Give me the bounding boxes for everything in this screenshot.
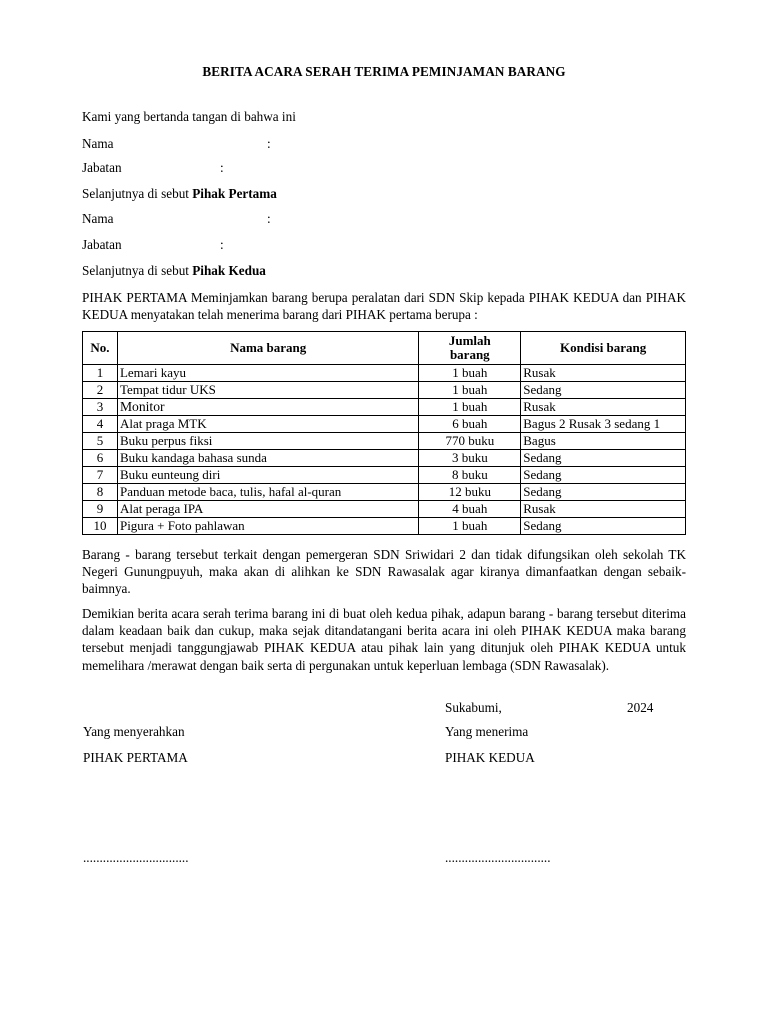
party2-jabatan-colon: : <box>220 237 224 252</box>
left-signer-party: PIHAK PERTAMA <box>83 750 188 765</box>
row-no: 3 <box>83 399 118 416</box>
row-jumlah: 4 buah <box>419 501 521 518</box>
row-nama: Buku eunteung diri <box>117 467 418 484</box>
party2-ref-name: Pihak Kedua <box>192 263 266 278</box>
signature-place: Sukabumi, <box>445 700 502 715</box>
party1-reference <box>82 186 277 202</box>
row-kondisi: Sedang <box>521 467 686 484</box>
right-signer-role: Yang menerima <box>445 724 529 739</box>
table-header-row <box>83 332 686 365</box>
row-kondisi: Sedang <box>521 450 686 467</box>
table-row <box>83 399 686 416</box>
signature-year: 2024 <box>627 700 654 715</box>
row-kondisi: Sedang <box>521 484 686 501</box>
table-row <box>83 501 686 518</box>
row-kondisi: Bagus <box>521 433 686 450</box>
row-nama: Buku perpus fiksi <box>117 433 418 450</box>
table-row <box>83 416 686 433</box>
row-jumlah: 1 buah <box>419 518 521 535</box>
row-jumlah: 12 buku <box>419 484 521 501</box>
row-jumlah: 6 buah <box>419 416 521 433</box>
closing-paragraph: Demikian berita acara serah terima barang ini di buat oleh kedua pihak, adapun barang - barang tersebut diterima dalam keadaan baik dan cukup, maka sejak ditandatangani berita acara ini oleh PIHAK KEDUA maka barang tersebut menjadi tanggungjawab PIHAK KEDUA atau pihak lain yang ditunjuk oleh PIHAK KEDUA untuk memelihara /merawat dengan baik serta di pergunakan untuk keperluan lembaga (SDN Rawasalak). <box>82 606 686 673</box>
row-kondisi: Bagus 2 Rusak 3 sedang 1 <box>521 416 686 433</box>
table-row <box>83 382 686 399</box>
items-table <box>82 331 686 535</box>
party1-jabatan-label: Jabatan <box>82 160 122 175</box>
row-no: 10 <box>83 518 118 535</box>
row-nama: Alat peraga IPA <box>117 501 418 518</box>
table-row <box>83 484 686 501</box>
row-jumlah: 8 buku <box>419 467 521 484</box>
table-row <box>83 450 686 467</box>
party2-nama-label: Nama <box>82 211 114 226</box>
party1-nama-colon: : <box>267 136 271 151</box>
right-signer-party: PIHAK KEDUA <box>445 750 535 765</box>
intro-text: Kami yang bertanda tangan di bahwa ini <box>82 109 296 124</box>
row-nama: Monitor <box>117 399 418 416</box>
table-row <box>83 433 686 450</box>
header-no: No. <box>83 332 118 365</box>
header-nama-barang: Nama barang <box>117 332 418 365</box>
row-jumlah: 1 buah <box>419 382 521 399</box>
transfer-paragraph: Barang - barang tersebut terkait dengan pemergeran SDN Sriwidari 2 dan tidak difungsikan oleh sekolah TK Negeri Gunungpuyuh, maka akan di alihkan ke SDN Rawasalak agar kiranya dimanfaatkan dengan sebaik-baimnya. <box>82 547 686 597</box>
row-kondisi: Rusak <box>521 399 686 416</box>
row-nama: Buku kandaga bahasa sunda <box>117 450 418 467</box>
row-kondisi: Rusak <box>521 365 686 382</box>
left-signature-line: ................................ <box>83 850 189 865</box>
party2-nama-colon: : <box>267 211 271 226</box>
header-jumlah-line2: barang <box>449 347 490 362</box>
party1-nama-label: Nama <box>82 136 114 151</box>
row-no: 5 <box>83 433 118 450</box>
left-signer-role: Yang menyerahkan <box>83 724 185 739</box>
row-jumlah: 1 buah <box>419 399 521 416</box>
row-no: 4 <box>83 416 118 433</box>
header-jumlah-barang <box>419 332 521 365</box>
row-no: 2 <box>83 382 118 399</box>
row-no: 1 <box>83 365 118 382</box>
row-jumlah: 1 buah <box>419 365 521 382</box>
row-jumlah: 770 buku <box>419 433 521 450</box>
row-kondisi: Sedang <box>521 382 686 399</box>
row-no: 8 <box>83 484 118 501</box>
row-nama: Alat praga MTK <box>117 416 418 433</box>
row-no: 9 <box>83 501 118 518</box>
row-nama: Pigura + Foto pahlawan <box>117 518 418 535</box>
party1-jabatan-colon: : <box>220 160 224 175</box>
table-row <box>83 467 686 484</box>
table-row <box>83 365 686 382</box>
row-nama: Lemari kayu <box>117 365 418 382</box>
party1-ref-prefix: Selanjutnya di sebut <box>82 186 189 201</box>
party1-ref-name: Pihak Pertama <box>192 186 277 201</box>
row-no: 7 <box>83 467 118 484</box>
row-nama: Panduan metode baca, tulis, hafal al-quran <box>117 484 418 501</box>
row-nama: Tempat tidur UKS <box>117 382 418 399</box>
right-signature-line: ................................ <box>445 850 551 865</box>
row-kondisi: Sedang <box>521 518 686 535</box>
header-kondisi-barang: Kondisi barang <box>521 332 686 365</box>
party2-reference <box>82 263 266 279</box>
document-title: BERITA ACARA SERAH TERIMA PEMINJAMAN BARANG <box>202 64 566 79</box>
row-kondisi: Rusak <box>521 501 686 518</box>
party2-jabatan-label: Jabatan <box>82 237 122 252</box>
header-jumlah-line1: Jumlah <box>448 333 491 348</box>
party2-ref-prefix: Selanjutnya di sebut <box>82 263 189 278</box>
row-no: 6 <box>83 450 118 467</box>
row-jumlah: 3 buku <box>419 450 521 467</box>
table-row <box>83 518 686 535</box>
statement-paragraph: PIHAK PERTAMA Meminjamkan barang berupa peralatan dari SDN Skip kepada PIHAK KEDUA dan PIHAK KEDUA menyatakan telah menerima barang dari PIHAK pertama berupa : <box>82 290 686 323</box>
